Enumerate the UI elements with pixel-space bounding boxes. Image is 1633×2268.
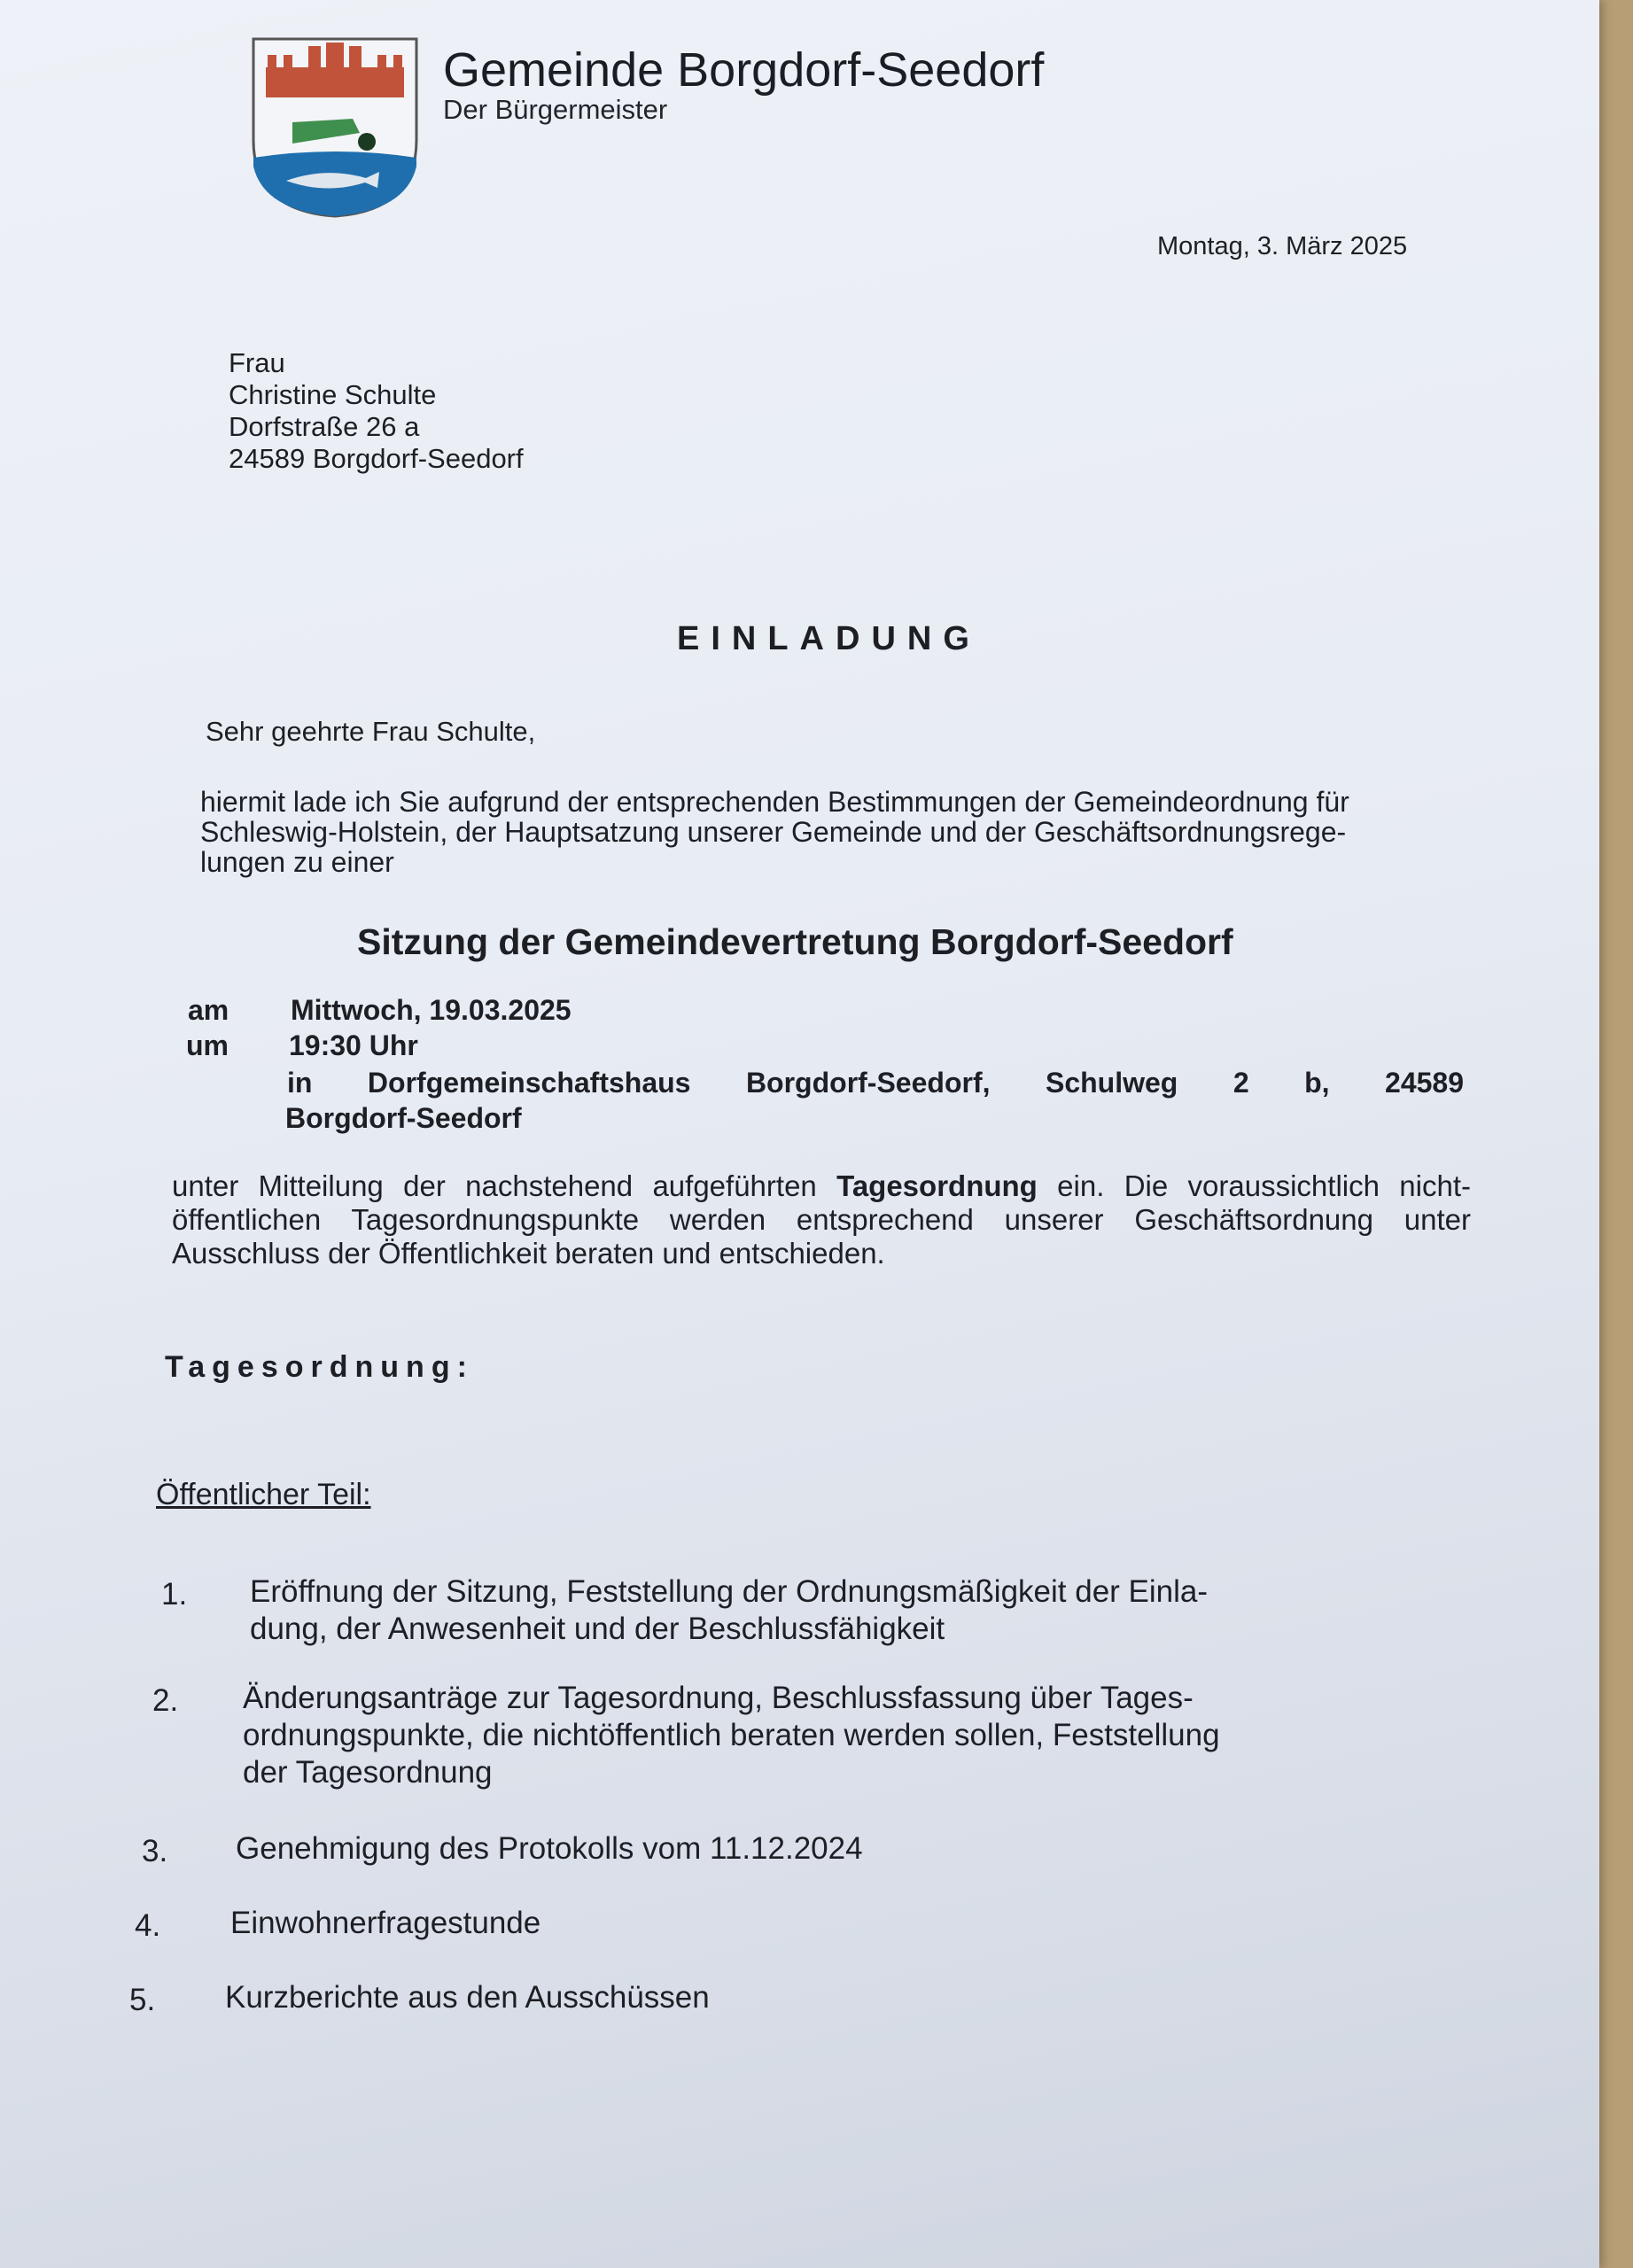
meeting-time: 19:30 Uhr: [289, 1029, 418, 1061]
agenda-section-heading: Öffentlicher Teil:: [156, 1478, 371, 1511]
agenda-item-line: dung, der Anwesenheit und der Beschlussfähigkeit: [250, 1612, 945, 1646]
recipient-address: [229, 347, 524, 475]
recipient-salutation: Frau: [229, 347, 285, 378]
location-word: Dorfgemeinschaftshaus: [367, 1067, 691, 1099]
greeting: Sehr geehrte Frau Schulte,: [206, 716, 536, 747]
location-word: b,: [1304, 1067, 1330, 1099]
intro-paragraph: [200, 787, 1458, 877]
agenda-item-line: ordnungspunkte, die nichtöffentlich beraten werden sollen, Feststellung: [243, 1718, 1220, 1752]
agenda-item-line: Kurzberichte aus den Ausschüssen: [225, 1980, 710, 2015]
agenda-item: [225, 1979, 710, 2016]
time-label: um: [186, 1029, 229, 1061]
letter-date: Montag, 3. März 2025: [1157, 232, 1408, 260]
intro-line: lungen zu einer: [200, 846, 394, 878]
location-word: Schulweg: [1045, 1067, 1178, 1099]
location-label: in: [287, 1067, 313, 1099]
organization-subtitle: Der Bürgermeister: [443, 94, 668, 125]
agenda-item-line: Eröffnung der Sitzung, Feststellung der Ordnungsmäßigkeit der Einla-: [250, 1574, 1209, 1609]
intro-line: hiermit lade ich Sie aufgrund der entsprechenden Bestimmungen der Gemeindeordnung für: [200, 786, 1349, 818]
agenda-item-line: Änderungsanträge zur Tagesordnung, Beschlussfassung über Tages-: [243, 1681, 1194, 1715]
notice-bold: Tagesordnung: [836, 1169, 1038, 1202]
location-word: Borgdorf-Seedorf,: [745, 1067, 991, 1099]
agenda-item: [230, 1905, 540, 1942]
agenda-item-line: Genehmigung des Protokolls vom 11.12.2024: [236, 1831, 863, 1866]
recipient-street: Dorfstraße 26 a: [229, 411, 420, 442]
agenda-item-number: 5.: [129, 1983, 156, 2017]
location-word: 2: [1233, 1067, 1249, 1099]
agenda-item-line: Einwohnerfragestunde: [230, 1906, 541, 1940]
agenda-title: Tagesordnung:: [165, 1350, 474, 1384]
notice-text: unter Mitteilung der nachstehend aufgeführten: [172, 1169, 837, 1202]
intro-line: Schleswig-Holstein, der Hauptsatzung unserer Gemeinde und der Geschäftsordnungsrege-: [200, 816, 1347, 848]
agenda-item-number: 3.: [142, 1834, 168, 1868]
notice-text-rest: ein. Die voraussichtlich nicht-öffentlichen Tagesordnungspunkte werden entsprechend unserer Geschäftsordnung unter Ausschluss der Öffentlichkeit beraten und entschieden.: [172, 1169, 1471, 1270]
date-label: am: [188, 994, 229, 1026]
agenda-notice-paragraph: [172, 1169, 1471, 1270]
recipient-name: Christine Schulte: [229, 379, 437, 410]
meeting-date: Mittwoch, 19.03.2025: [291, 994, 572, 1026]
meeting-title: Sitzung der Gemeindevertretung Borgdorf-Seedorf: [357, 921, 1233, 962]
agenda-item-line: der Tagesordnung: [243, 1755, 493, 1790]
meeting-location-line2: Borgdorf-Seedorf: [285, 1102, 522, 1134]
organization-name: Gemeinde Borgdorf-Seedorf: [443, 43, 1045, 97]
agenda-item-number: 2.: [152, 1683, 179, 1718]
coat-of-arms-icon: [246, 34, 424, 220]
agenda-item-number: 1.: [161, 1577, 188, 1612]
agenda-item-number: 4.: [135, 1908, 161, 1943]
letter-title: EINLADUNG: [677, 620, 981, 657]
agenda-item: [243, 1680, 1220, 1791]
location-word: 24589: [1385, 1067, 1464, 1099]
meeting-location: [287, 1067, 1464, 1099]
agenda-item: [236, 1830, 863, 1868]
agenda-item: [250, 1573, 1208, 1648]
recipient-city: 24589 Borgdorf-Seedorf: [229, 443, 524, 474]
